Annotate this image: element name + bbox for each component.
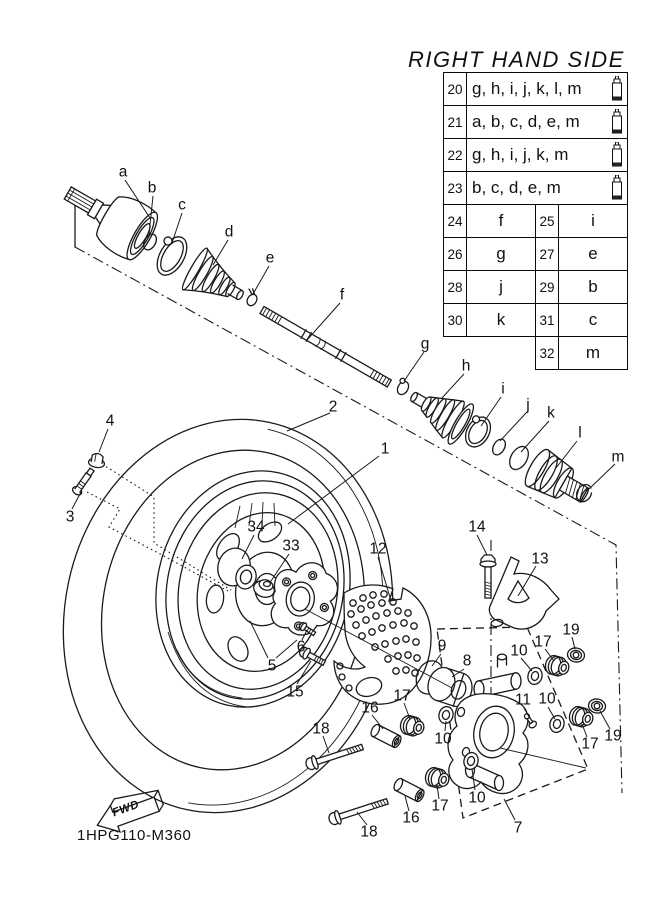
- callout-m: m: [611, 448, 625, 466]
- callout-17: 17: [431, 797, 449, 815]
- callout-f: f: [339, 286, 345, 304]
- callout-17: 17: [581, 735, 599, 753]
- callout-18: 18: [360, 823, 378, 841]
- callout-10: 10: [434, 730, 452, 748]
- callout-i: i: [501, 380, 505, 398]
- boot-band-c-drawing: [149, 230, 193, 280]
- empty-cell: [467, 337, 536, 370]
- brake-disc-guard-drawing: [334, 585, 431, 704]
- row-number: 24: [444, 205, 467, 238]
- axle-shaft-drawing: [260, 306, 392, 388]
- page-title: RIGHT HAND SIDE: [408, 47, 625, 72]
- row-letters: b, c, d, e, m: [472, 178, 561, 197]
- callout-14: 14: [468, 518, 486, 536]
- row-number: 27: [536, 238, 559, 271]
- grease-tube-icon: [610, 175, 624, 202]
- grease-tube-icon: [610, 109, 624, 136]
- table-row: [444, 238, 628, 271]
- cv-joint-inner-drawing: [521, 446, 597, 514]
- callout-11: 11: [514, 691, 532, 709]
- row-number: 25: [536, 205, 559, 238]
- row-number: 20: [444, 73, 467, 106]
- row-number: 26: [444, 238, 467, 271]
- callout-13: 13: [531, 550, 549, 568]
- callout-h: h: [461, 357, 471, 375]
- callout-10: 10: [468, 789, 486, 807]
- callout-19: 19: [604, 727, 622, 745]
- row-letter: c: [559, 304, 628, 337]
- parts-table: [443, 72, 628, 370]
- grease-tube-icon: [610, 142, 624, 169]
- row-letter: b: [559, 271, 628, 304]
- clamp-g-drawing: [394, 377, 412, 396]
- callout-15: 15: [286, 683, 304, 701]
- table-row: [444, 139, 628, 172]
- callout-b: b: [147, 179, 157, 197]
- callout-17: 17: [534, 633, 552, 651]
- row-letter: k: [467, 304, 536, 337]
- empty-cell: [444, 337, 467, 370]
- wheel-nut-drawing: [88, 452, 106, 469]
- knuckle-drawing: [448, 654, 586, 793]
- callout-18: 18: [312, 720, 330, 738]
- row-letters: a, b, c, d, e, m: [472, 112, 580, 131]
- callout-d: d: [224, 223, 234, 241]
- fwd-label: FWD: [110, 798, 141, 820]
- table-row: [444, 337, 628, 370]
- ring-k-drawing: [506, 443, 532, 473]
- row-letter: m: [559, 337, 628, 370]
- table-row: [444, 271, 628, 304]
- valve-stem-drawing: [71, 467, 96, 497]
- row-number: 22: [444, 139, 467, 172]
- callout-8: 8: [462, 652, 472, 670]
- callout-7: 7: [513, 819, 523, 837]
- callout-34: 34: [247, 518, 265, 536]
- callout-j: j: [526, 396, 530, 414]
- flange-nut-drawing: [566, 647, 606, 715]
- row-letters: g, h, i, j, k, m: [472, 145, 569, 164]
- bracket-bolt-drawing: [480, 555, 496, 598]
- row-number: 31: [536, 304, 559, 337]
- row-letter: f: [467, 205, 536, 238]
- callout-17: 17: [393, 687, 411, 705]
- callout-6: 6: [296, 638, 306, 656]
- callout-c: c: [178, 196, 186, 214]
- callout-16: 16: [361, 699, 379, 717]
- callout-e: e: [265, 249, 275, 267]
- row-number: 32: [536, 337, 559, 370]
- row-number: 29: [536, 271, 559, 304]
- grease-tube-icon: [610, 76, 624, 103]
- row-number: 28: [444, 271, 467, 304]
- row-letter: j: [467, 271, 536, 304]
- callout-4: 4: [105, 412, 115, 430]
- callout-12: 12: [369, 540, 387, 558]
- table-row: [444, 73, 628, 106]
- table-row: [444, 172, 628, 205]
- row-letters: g, h, i, j, k, l, m: [472, 79, 582, 98]
- row-number: 23: [444, 172, 467, 205]
- callout-g: g: [420, 335, 430, 353]
- callout-a: a: [118, 163, 128, 181]
- drawing-part-code: 1HPG110-M360: [77, 827, 192, 844]
- table-row: [444, 205, 628, 238]
- ring-j-drawing: [490, 437, 508, 457]
- callout-1: 1: [380, 440, 390, 458]
- callout-10: 10: [510, 642, 528, 660]
- clamp-e-drawing: [242, 287, 261, 307]
- row-letter: i: [559, 205, 628, 238]
- callout-33: 33: [282, 537, 300, 555]
- brake-hose-bracket-drawing: [489, 557, 559, 629]
- table-row: [444, 106, 628, 139]
- row-letter: e: [559, 238, 628, 271]
- callout-5: 5: [267, 657, 277, 675]
- callout-9: 9: [437, 637, 447, 655]
- callout-l: l: [578, 424, 582, 442]
- callout-16: 16: [402, 809, 420, 827]
- callout-3: 3: [65, 508, 75, 526]
- row-number: 30: [444, 304, 467, 337]
- row-letter: g: [467, 238, 536, 271]
- callout-10: 10: [538, 690, 556, 708]
- row-number: 21: [444, 106, 467, 139]
- callout-19: 19: [562, 621, 580, 639]
- callout-k: k: [547, 404, 555, 422]
- table-row: [444, 304, 628, 337]
- cv-boot-d-drawing: [179, 245, 255, 318]
- callout-2: 2: [328, 398, 338, 416]
